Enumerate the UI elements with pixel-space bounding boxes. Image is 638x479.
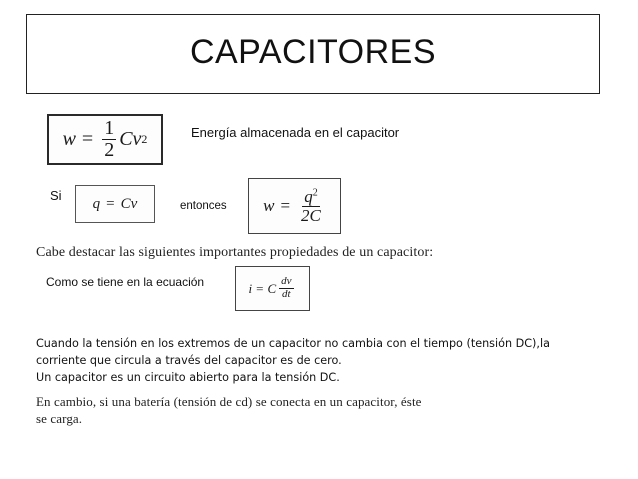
current-fraction — [279, 276, 293, 300]
current-coef: C — [267, 280, 277, 296]
paragraph-line-3: Un capacitor es un circuito abierto para la tensión DC. — [36, 371, 340, 384]
energy-q-frac-den: 2C — [301, 205, 321, 225]
energy-equation-box — [47, 114, 163, 165]
current-frac-num: dv — [281, 275, 292, 288]
energy-q-frac-num — [302, 188, 320, 207]
page-title: CAPACITORES — [189, 33, 437, 71]
ecuacion-label: Como se tiene en la ecuación — [46, 275, 205, 289]
charge-lhs: q — [92, 195, 101, 212]
energy-label: Energía almacenada en el capacitor — [191, 125, 400, 140]
energy-frac-den: 2 — [104, 139, 115, 161]
paragraph-line-2: corriente que circula a través del capacitor es de cero. — [36, 354, 342, 367]
entonces-label: entonces — [180, 200, 227, 212]
energy-q-lhs: w — [263, 196, 275, 215]
energy-fraction — [102, 118, 116, 161]
energy-q-equation-box — [248, 178, 341, 234]
energy-frac-num: 1 — [104, 117, 115, 139]
dc-paragraph — [36, 335, 550, 386]
book-line-properties: Cabe destacar las siguientes importantes propiedades de un capacitor: — [36, 245, 434, 260]
energy-rhs: Cv — [119, 128, 142, 150]
book-line-battery: En cambio, si una batería (tensión de cd) se conecta en un capacitor, éste — [36, 394, 422, 409]
energy-exp: 2 — [141, 132, 148, 146]
energy-lhs: w — [62, 128, 76, 150]
energy-q-equals: = — [280, 196, 291, 215]
charge-equals: = — [106, 195, 115, 212]
current-lhs: i — [248, 280, 253, 296]
paragraph-line-1: Cuando la tensión en los extremos de un capacitor no cambia con el tiempo (tensión DC),la — [36, 337, 550, 350]
current-equals: = — [256, 280, 264, 296]
title-box — [26, 14, 600, 94]
energy-q-exp: 2 — [312, 187, 318, 198]
current-frac-den: dt — [282, 288, 291, 300]
charge-rhs: Cv — [120, 195, 138, 212]
book-paragraph-battery — [36, 393, 422, 427]
energy-q-fraction — [299, 188, 323, 225]
charge-equation-box — [75, 185, 155, 223]
energy-q-num-var: q — [304, 186, 313, 206]
si-label: Si — [50, 188, 62, 203]
book-line-charge: se carga. — [36, 411, 83, 426]
energy-equals: = — [81, 128, 94, 150]
current-equation-box — [235, 266, 310, 311]
